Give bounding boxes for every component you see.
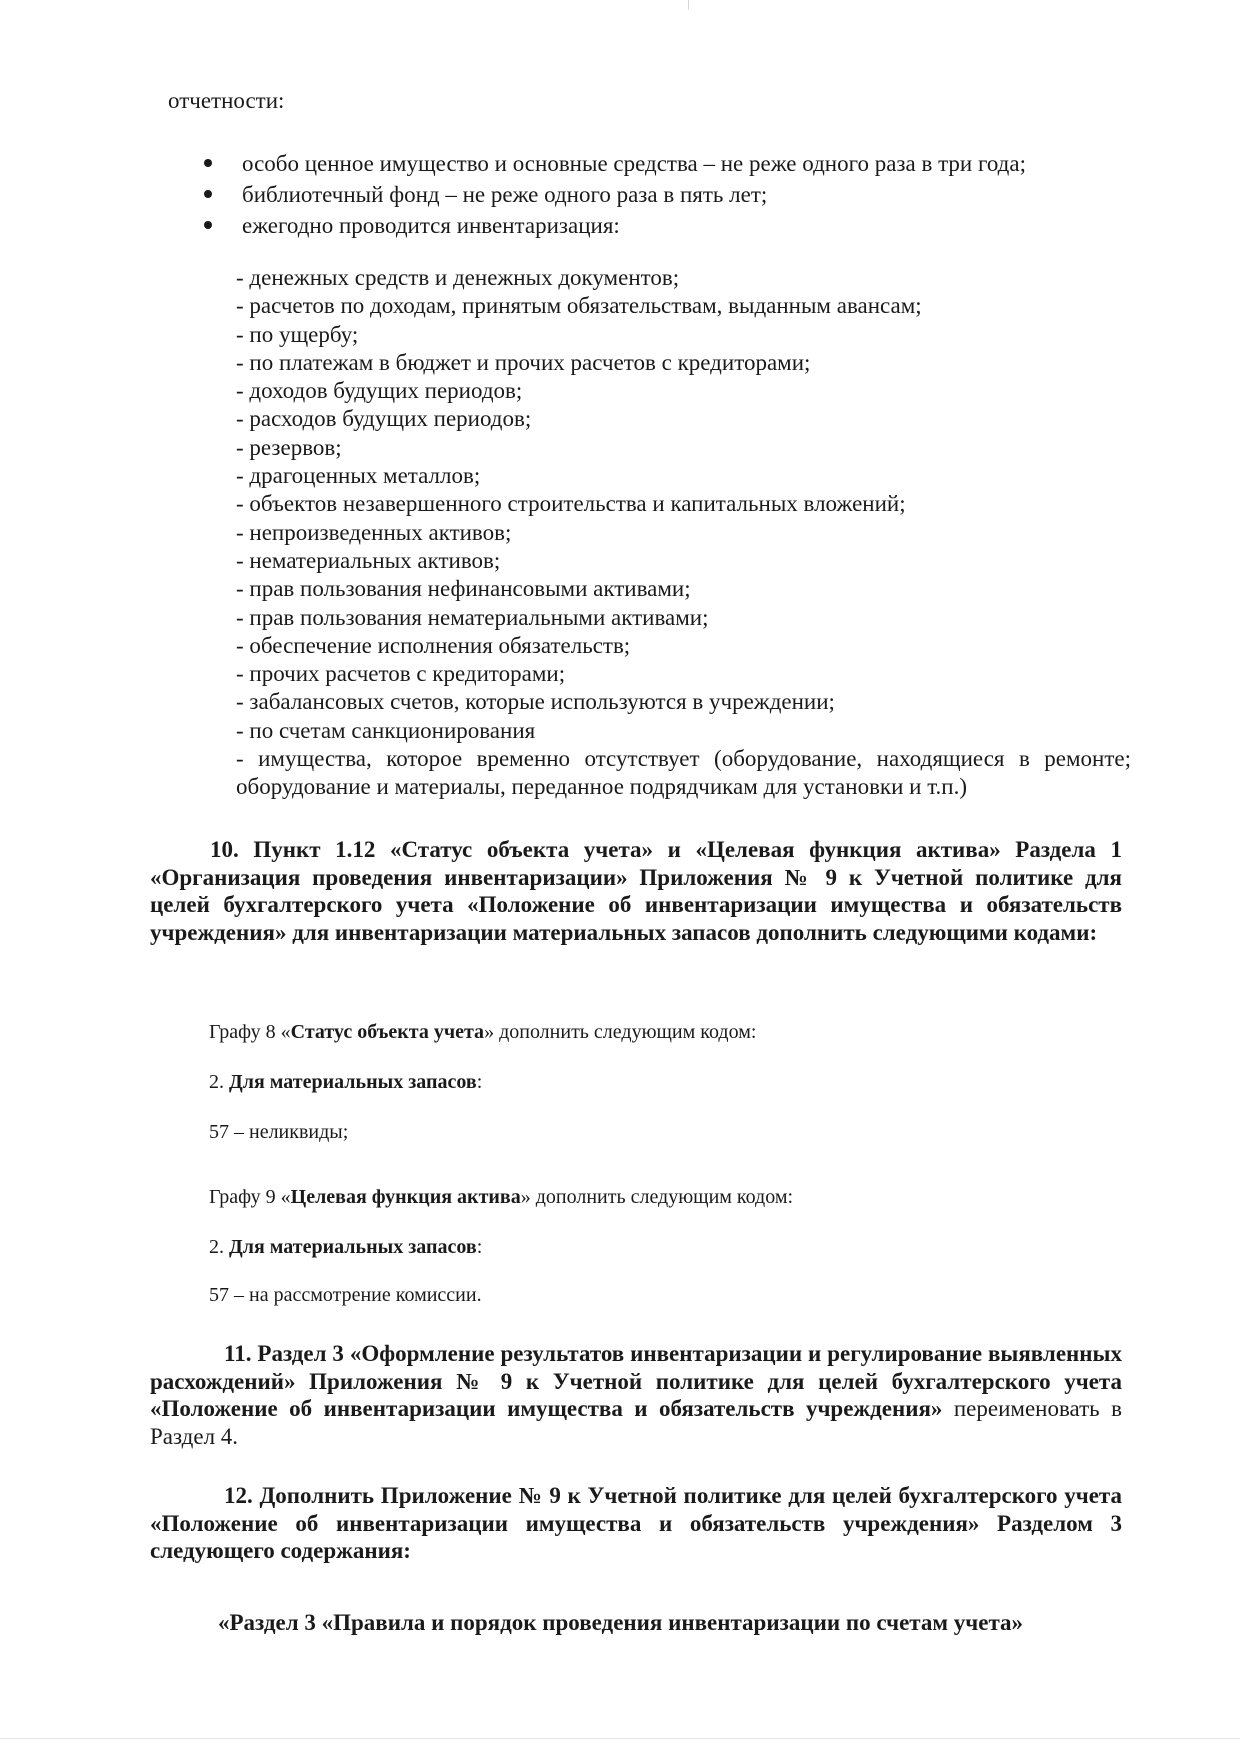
section-3-heading: «Раздел 3 «Правила и порядок проведения инвентаризации по счетам учета»: [218, 1610, 1024, 1635]
inventory-item: - прочих расчетов с кредиторами;: [236, 661, 566, 687]
section-12-text: 12. Дополнить Приложение № 9 к Учетной политике для целей бухгалтерского учета «Положение об инвентаризации имущества и обязательств учреждения» Разделом 3 следующего содержания:: [150, 1483, 1122, 1563]
code-line-1: 57 – неликвиды;: [209, 1121, 349, 1143]
inventory-list: [236, 264, 1131, 802]
materials-line-1: [209, 1070, 482, 1094]
inventory-item: - денежных средств и денежных документов;: [236, 265, 680, 290]
bullet-text: ежегодно проводится инвентаризация:: [242, 213, 620, 238]
inventory-item: - забалансовых счетов, которые используются в учреждении;: [236, 689, 835, 715]
materials-1-suffix: :: [476, 1071, 483, 1093]
bullet-item: [196, 179, 1126, 210]
section-12-paragraph: [150, 1482, 1122, 1565]
scan-edge-line: [0, 1738, 1240, 1739]
bullet-text: библиотечный фонд – не реже одного раза в пять лет;: [242, 182, 768, 207]
graf-8-prefix: Графу 8 «: [209, 1021, 291, 1043]
bullet-item: [196, 210, 1126, 241]
inventory-item: - расчетов по доходам, принятым обязательствам, выданным авансам;: [236, 293, 922, 319]
inventory-item: - по платежам в бюджет и прочих расчетов с кредиторами;: [236, 349, 811, 375]
section-11-bold: 11. Раздел 3 «Оформление результатов инвентаризации и регулирование выявленных расхождений» Приложения № 9 к Учетной политике для целей бухгалтерского учета «Положение об инвентаризации имущества и обязательств учреждения»: [150, 1341, 1122, 1421]
bullet-list: [196, 148, 1126, 241]
graf-9-suffix: » дополнить следующим кодом:: [520, 1186, 794, 1208]
graf-8-bold: Статус объекта учета: [290, 1021, 485, 1043]
inventory-item: - объектов незавершенного строительства и капитальных вложений;: [236, 491, 906, 517]
inventory-item: - нематериальных активов;: [236, 547, 501, 573]
bullet-icon: [204, 190, 212, 198]
materials-1-prefix: 2.: [209, 1071, 229, 1093]
bullet-icon: [204, 221, 212, 229]
inventory-item: - имущества, которое временно отсутствует (оборудование, находящиеся в ремонте; оборудование и материалы, переданное подрядчикам для установки и т.п.): [236, 746, 1131, 800]
scan-mark: [688, 0, 689, 10]
inventory-item: - прав пользования нематериальными активами;: [236, 604, 709, 630]
section-11-paragraph: [150, 1340, 1122, 1450]
graf-8-line: [209, 1020, 756, 1044]
inventory-item: - непроизведенных активов;: [236, 519, 512, 545]
materials-2-suffix: :: [476, 1236, 483, 1258]
inventory-item: - доходов будущих периодов;: [236, 378, 523, 404]
graf-8-suffix: » дополнить следующим кодом:: [484, 1021, 757, 1043]
bullet-icon: [204, 159, 212, 167]
materials-1-bold: Для материальных запасов: [229, 1071, 477, 1093]
section-11-normal: переименовать в Раздел 4.: [150, 1396, 1122, 1449]
materials-2-bold: Для материальных запасов: [229, 1236, 477, 1258]
inventory-item: - драгоценных металлов;: [236, 463, 481, 489]
inventory-item: - расходов будущих периодов;: [236, 406, 532, 432]
inventory-item: - прав пользования нефинансовыми активами;: [236, 576, 691, 602]
materials-2-prefix: 2.: [209, 1236, 229, 1258]
graf-9-line: [209, 1185, 793, 1209]
code-line-2: 57 – на рассмотрение комиссии.: [209, 1284, 482, 1306]
graf-9-prefix: Графу 9 «: [209, 1186, 291, 1208]
section-10-paragraph: [150, 836, 1122, 946]
intro-text: отчетности:: [168, 88, 285, 113]
bullet-text: особо ценное имущество и основные средства – не реже одного раза в три года;: [242, 151, 1026, 176]
inventory-item: - обеспечение исполнения обязательств;: [236, 632, 631, 658]
bullet-item: [196, 148, 1126, 179]
materials-line-2: [209, 1235, 482, 1259]
graf-9-bold: Целевая функция актива: [290, 1186, 521, 1208]
inventory-item: - по ущербу;: [236, 321, 359, 347]
section-10-text: 10. Пункт 1.12 «Статус объекта учета» и «Целевая функция актива» Раздела 1 «Организация проведения инвентаризации» Приложения № 9 к Учетной политике для целей бухгалтерского учета «Положение об инвентаризации имущества и обязательств учреждения» для инвентаризации материальных запасов дополнить следующими кодами:: [150, 837, 1122, 945]
inventory-item: - резервов;: [236, 434, 342, 460]
inventory-item: - по счетам санкционирования: [236, 717, 536, 743]
